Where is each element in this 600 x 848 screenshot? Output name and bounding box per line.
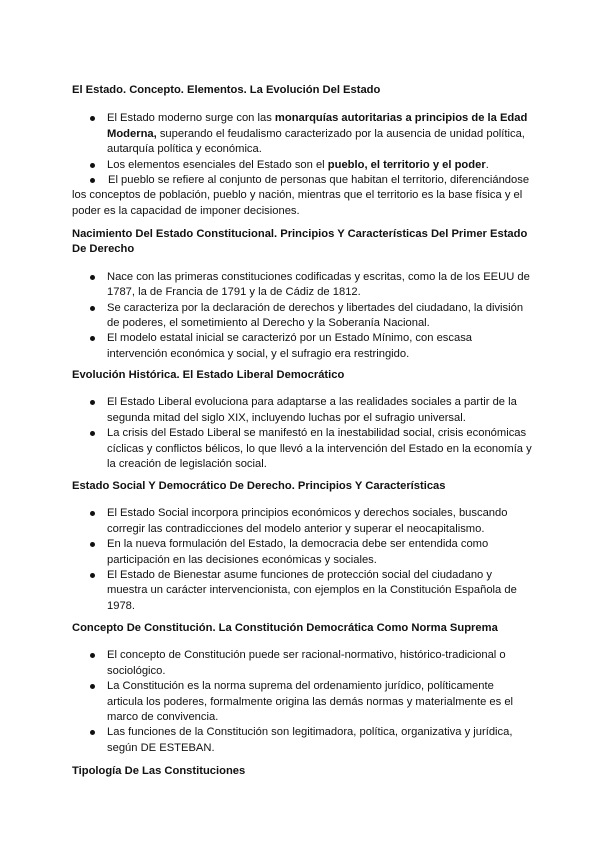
list-item: El Estado Liberal evoluciona para adaptarse a las realidades sociales a partir de la segunda mitad del siglo XIX, incluyendo luchas por el sufragio universal. — [72, 395, 532, 426]
bullet-icon — [90, 730, 95, 735]
bullet-icon — [90, 573, 95, 578]
section-title: Estado Social Y Democrático De Derecho. Principios Y Características — [72, 480, 446, 492]
list-item: El modelo estatal inicial se caracterizó por un Estado Mínimo, con escasa intervención económica y social, y el sufragio era restringido. — [72, 331, 532, 362]
list-item: El Estado de Bienestar asume funciones de protección social del ciudadano y muestra un carácter intervencionista, con ejemplos en la Constitución Española de 1978. — [72, 568, 532, 614]
bullet-icon — [90, 684, 95, 689]
list-item: El concepto de Constitución puede ser racional-normativo, histórico-tradicional o sociológico. — [72, 648, 532, 679]
section-estado-social — [72, 479, 532, 614]
bullet-icon — [90, 178, 95, 183]
bullet-icon — [90, 511, 95, 516]
bullet-icon — [90, 306, 95, 311]
bullet-icon — [90, 542, 95, 547]
section-title: Nacimiento Del Estado Constitucional. Principios Y Características Del Primer Estado De Derecho — [72, 228, 528, 256]
bullet-list — [72, 506, 532, 614]
list-item: El Estado moderno surge con las monarquías autoritarias a principios de la Edad Moderna, superando el feudalismo caracterizado por la ausencia de unidad política, autarquía política y económica. — [72, 111, 532, 157]
bullet-icon — [90, 400, 95, 405]
section-title: Evolución Histórica. El Estado Liberal Democrático — [72, 369, 345, 381]
list-item: En la nueva formulación del Estado, la democracia debe ser entendida como participación en las decisiones económicas y sociales. — [72, 537, 532, 568]
list-item: Se caracteriza por la declaración de derechos y libertades del ciudadano, la división de poderes, el sometimiento al Derecho y la Soberanía Nacional. — [72, 301, 532, 332]
section-estado-liberal — [72, 368, 532, 472]
bullet-icon — [90, 431, 95, 436]
list-item: Las funciones de la Constitución son legitimadora, política, organizativa y jurídica, según DE ESTEBAN. — [72, 725, 532, 756]
list-item: El Estado Social incorpora principios económicos y derechos sociales, buscando corregir las contradicciones del modelo anterior y superar el neocapitalismo. — [72, 506, 532, 537]
bullet-list — [72, 395, 532, 472]
bullet-icon — [90, 336, 95, 341]
list-item: Los elementos esenciales del Estado son el pueblo, el territorio y el poder. — [72, 158, 532, 173]
bullet-icon — [90, 116, 95, 121]
section-estado-constitucional — [72, 227, 532, 362]
bullet-list — [72, 111, 532, 219]
bullet-icon — [90, 275, 95, 280]
section-concepto-constitucion — [72, 621, 532, 756]
list-item: La crisis del Estado Liberal se manifestó en la inestabilidad social, crisis económicas cíclicas y conflictos bélicos, lo que llevó a la intervención del Estado en la economía y la creación de legislación social. — [72, 426, 532, 472]
bullet-list — [72, 270, 532, 362]
list-item: La Constitución es la norma suprema del ordenamiento jurídico, políticamente articula los poderes, formalmente origina las demás normas y materialmente es el marco de convivencia. — [72, 679, 532, 725]
section-tipologia — [72, 764, 532, 791]
section-title: Tipología De Las Constituciones — [72, 765, 246, 777]
bullet-icon — [90, 163, 95, 168]
section-title: Concepto De Constitución. La Constitución Democrática Como Norma Suprema — [72, 622, 498, 634]
list-item: Nace con las primeras constituciones codificadas y escritas, como la de los EEUU de 1787, la de Francia de 1791 y la de Cádiz de 1812. — [72, 270, 532, 301]
bullet-list — [72, 648, 532, 756]
bullet-icon — [90, 653, 95, 658]
section-estado-concepto — [72, 83, 532, 219]
section-title: El Estado. Concepto. Elementos. La Evolución Del Estado — [72, 84, 381, 96]
list-item: El pueblo se refiere al conjunto de personas que habitan el territorio, diferenciándose los conceptos de población, pueblo y nación, mientras que el territorio es la base física y el poder es la capacidad de imponer decisiones. — [72, 174, 530, 217]
